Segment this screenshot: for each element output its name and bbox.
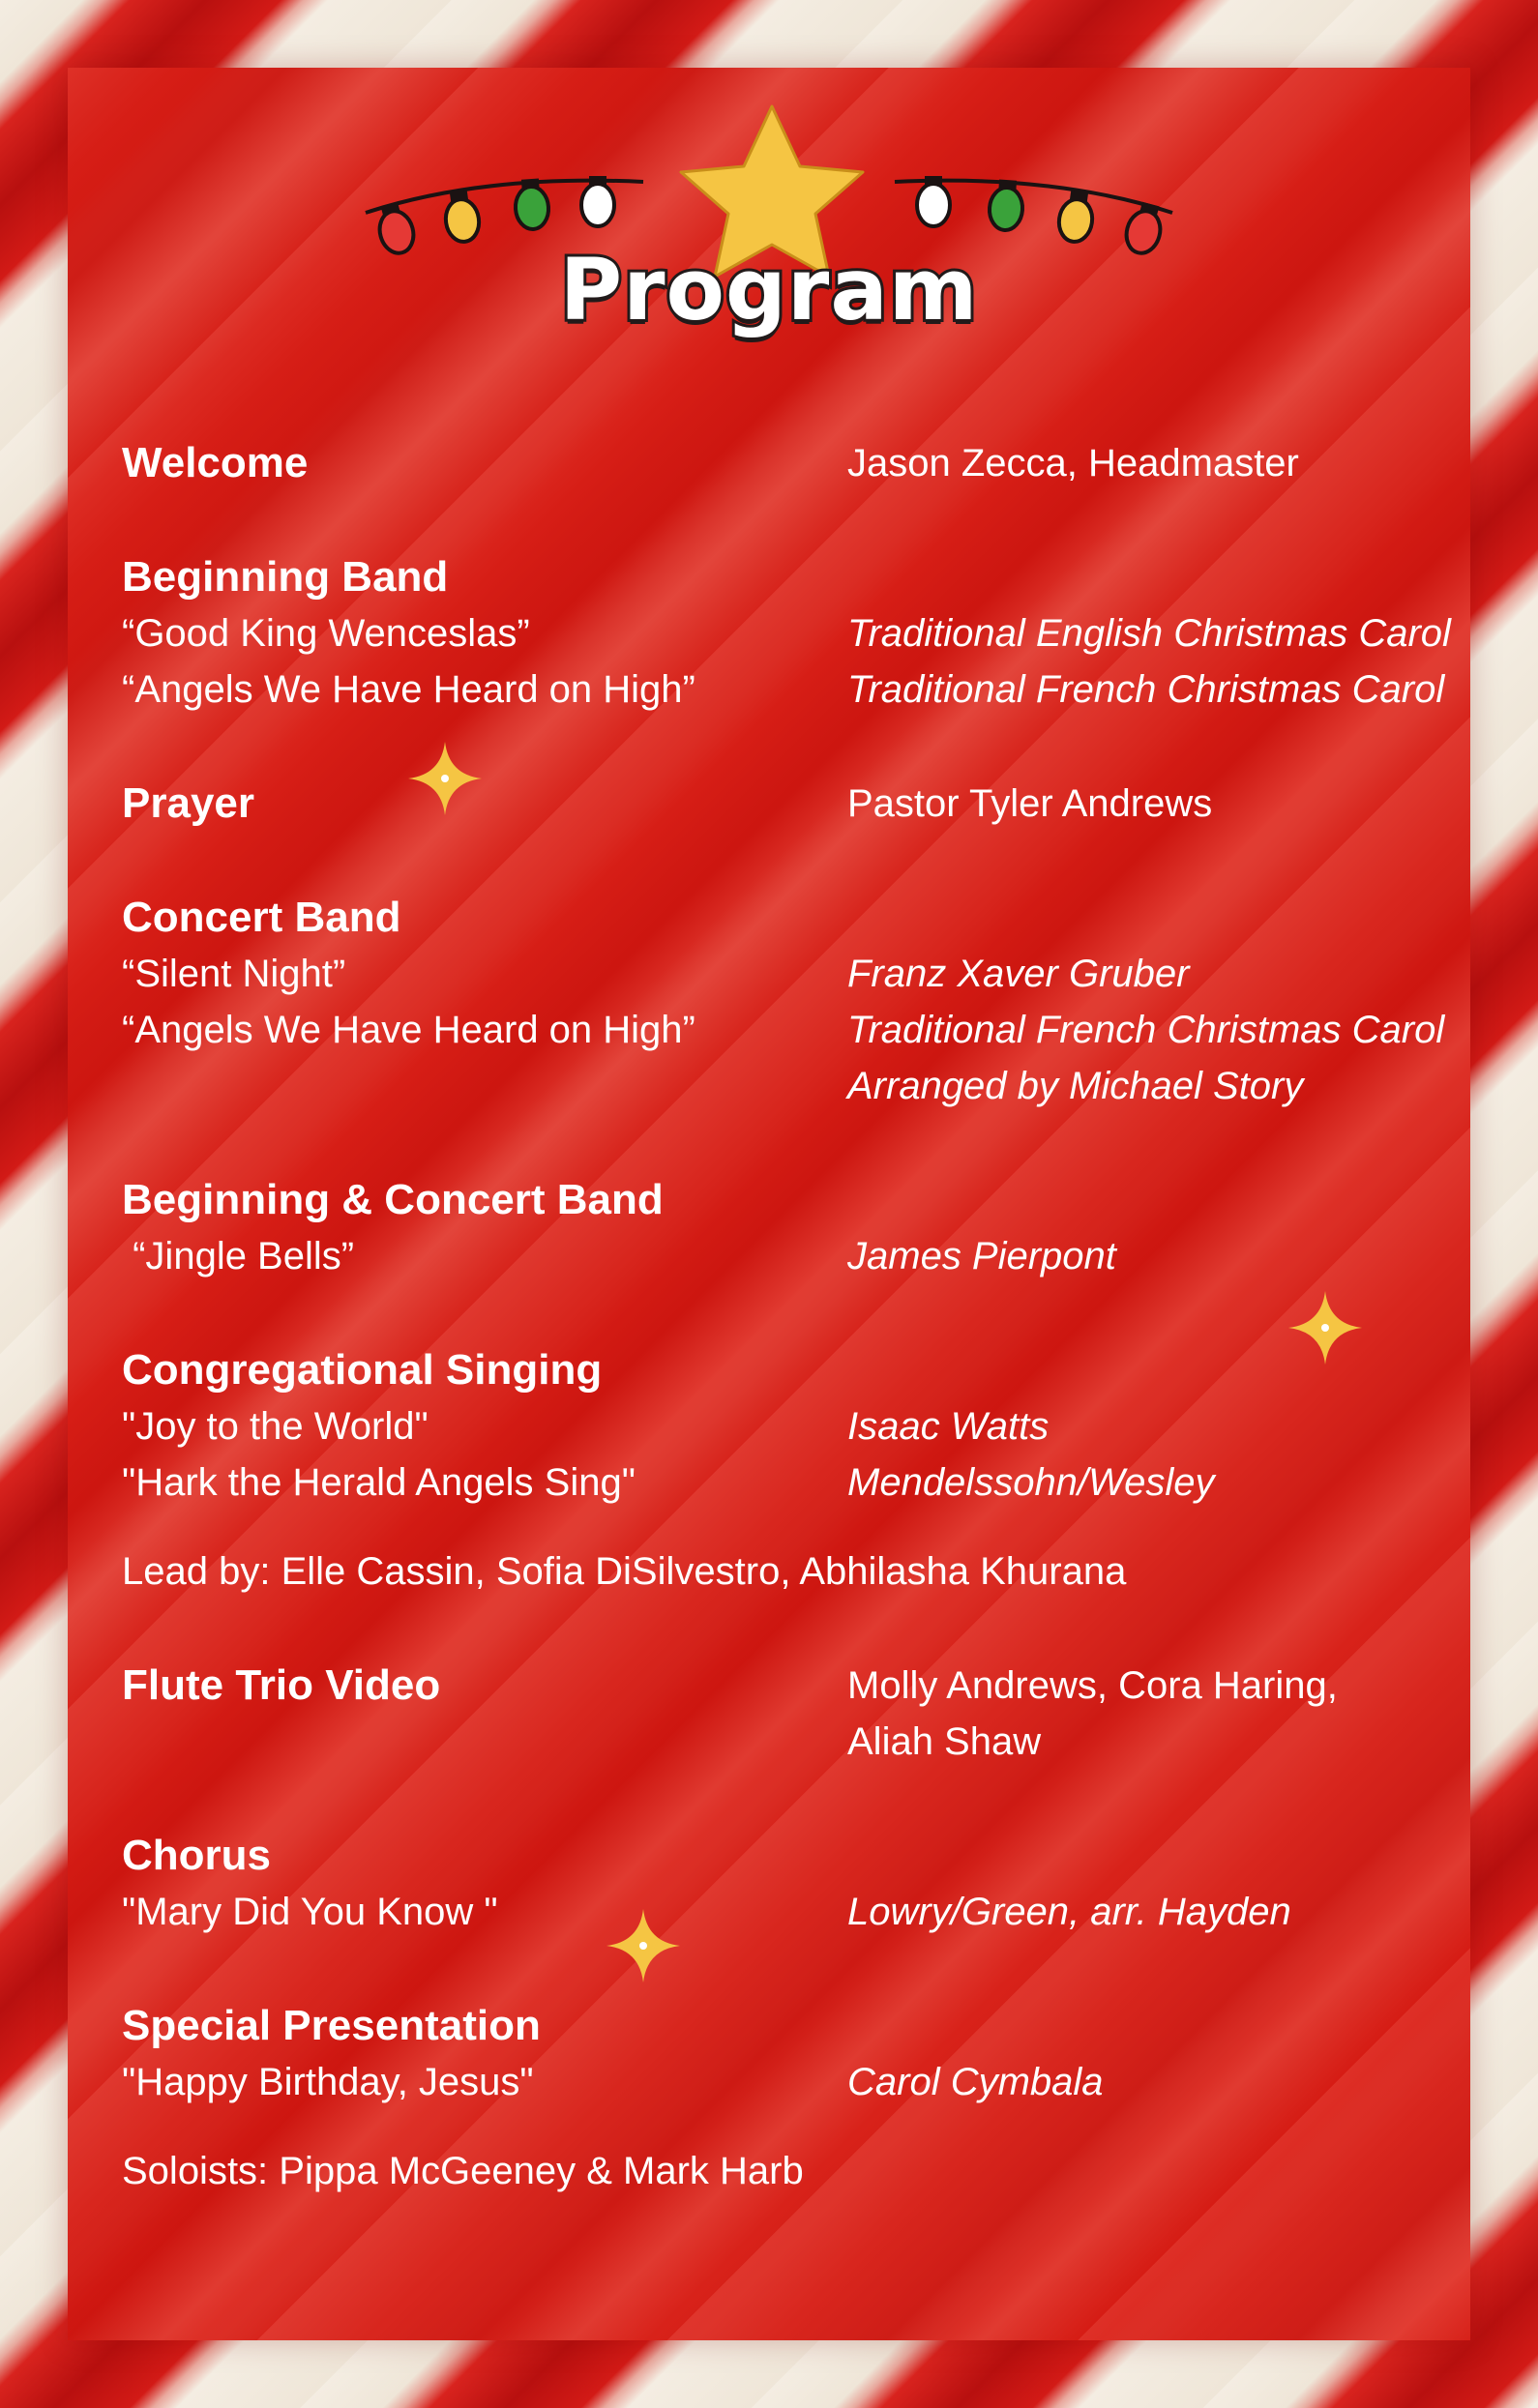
song-leaders-note: Lead by: Elle Cassin, Sofia DiSilvestro, Abhilasha Khurana bbox=[122, 1550, 1127, 1593]
composer-credit: Traditional English Christmas Carol bbox=[847, 612, 1451, 655]
section-heading: Prayer bbox=[122, 779, 255, 827]
page-title: Program bbox=[559, 240, 979, 339]
piece-title: “Silent Night” bbox=[122, 953, 346, 995]
piece-title: "Mary Did You Know " bbox=[122, 1891, 498, 1933]
program-list bbox=[122, 435, 1457, 2257]
composer-credit: Traditional French Christmas Carol bbox=[847, 668, 1445, 711]
soloists-note: Soloists: Pippa McGeeney & Mark Harb bbox=[122, 2150, 804, 2192]
program-item-chorus bbox=[122, 1828, 1457, 1940]
section-heading: Flute Trio Video bbox=[122, 1661, 441, 1709]
piece-title: "Joy to the World" bbox=[122, 1405, 429, 1448]
section-heading: Beginning & Concert Band bbox=[122, 1176, 664, 1223]
piece-title: “Angels We Have Heard on High” bbox=[122, 668, 695, 711]
composer-credit: Mendelssohn/Wesley bbox=[847, 1461, 1215, 1504]
composer-credit: Traditional French Christmas Carol bbox=[847, 1009, 1445, 1051]
arranger-credit: Arranged by Michael Story bbox=[847, 1065, 1304, 1107]
composer-credit: Franz Xaver Gruber bbox=[847, 953, 1190, 995]
program-item-welcome bbox=[122, 435, 1457, 491]
performer-credit: Jason Zecca, Headmaster bbox=[847, 442, 1299, 485]
piece-title: “Good King Wenceslas” bbox=[122, 612, 530, 655]
section-heading: Chorus bbox=[122, 1832, 271, 1879]
performer-credit: Aliah Shaw bbox=[847, 1720, 1042, 1763]
section-heading: Concert Band bbox=[122, 894, 401, 941]
section-heading: Special Presentation bbox=[122, 2002, 541, 2049]
performer-credit: Molly Andrews, Cora Haring, bbox=[847, 1664, 1338, 1707]
piece-title: “Angels We Have Heard on High” bbox=[122, 1009, 695, 1051]
composer-credit: James Pierpont bbox=[847, 1235, 1116, 1277]
piece-title: “Jingle Bells” bbox=[122, 1235, 355, 1277]
section-heading: Beginning Band bbox=[122, 553, 449, 601]
composer-credit: Isaac Watts bbox=[847, 1405, 1050, 1448]
piece-title: "Happy Birthday, Jesus" bbox=[122, 2061, 534, 2103]
performer-credit: Pastor Tyler Andrews bbox=[847, 782, 1213, 825]
program-item-flute-trio bbox=[122, 1658, 1457, 1770]
program-item-beginning-band bbox=[122, 549, 1457, 718]
program-item-concert-band bbox=[122, 890, 1457, 1114]
program-item-beginning-concert-band bbox=[122, 1172, 1457, 1284]
composer-credit: Lowry/Green, arr. Hayden bbox=[847, 1891, 1291, 1933]
composer-credit: Carol Cymbala bbox=[847, 2061, 1104, 2103]
program-item-special-presentation bbox=[122, 1998, 1457, 2110]
piece-title: "Hark the Herald Angels Sing" bbox=[122, 1461, 636, 1504]
section-heading: Congregational Singing bbox=[122, 1346, 603, 1394]
program-item-congregational-singing bbox=[122, 1342, 1457, 1511]
section-heading: Welcome bbox=[122, 439, 309, 486]
program-item-prayer bbox=[122, 776, 1457, 832]
header bbox=[0, 0, 1538, 367]
